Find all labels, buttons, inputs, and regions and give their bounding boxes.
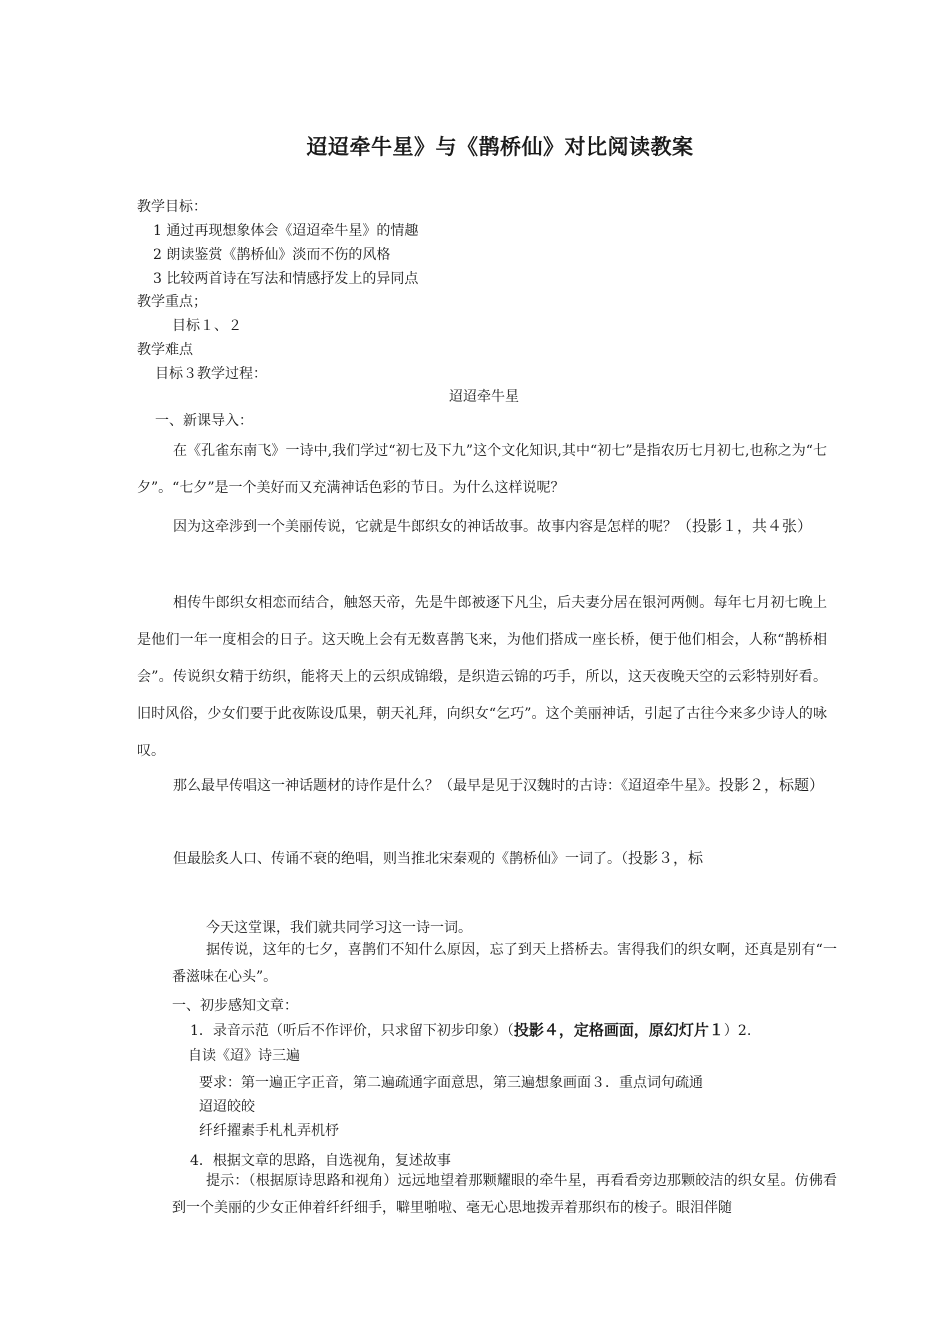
key-points-text: 目标１、２ bbox=[172, 318, 242, 334]
perceive-heading: 一、初步感知文章： bbox=[172, 998, 298, 1014]
document-title: 迢迢牵牛星》与《鹊桥仙》对比阅读教案 bbox=[306, 135, 694, 159]
goal-item-3: 3 比较两首诗在写法和情感抒发上的异同点 bbox=[153, 271, 419, 287]
paragraph-text: 但最脍炙人口、传诵不衰的绝唱，则当推北宋秦观的《鹊桥仙》一词了。（ bbox=[173, 851, 628, 867]
projection-note: 投影４，定格画面，原幻灯片１ bbox=[513, 1021, 724, 1039]
paragraph-legend-question bbox=[137, 508, 827, 546]
key-words-2: 纤纤擢素手札札弄机杼 bbox=[199, 1123, 339, 1139]
paragraph-hint: 提示：（根据原诗思路和视角）远远地望着那颗耀眼的牵牛星，再看看旁边那颗皎洁的织女星。仿佛看到一个美丽的少女正伸着纤纤细手，噼里啪啦、毫无心思地拨弄着那织布的梭子。眼泪伴随 bbox=[172, 1173, 837, 1216]
intro-heading: 一、新课导入： bbox=[155, 413, 253, 429]
difficulty-heading: 教学难点 bbox=[137, 342, 193, 358]
key-points-heading: 教学重点； bbox=[137, 294, 207, 310]
paragraph-tanabata: 据传说，这年的七夕，喜鹊们不知什么原因，忘了到天上搭桥去。害得我们的织女啊，还真是别有“一番滋味在心头”。 bbox=[172, 942, 837, 985]
section-title: 迢迢牵牛星 bbox=[449, 389, 519, 405]
goal-item-2: 2 朗读鉴赏《鹊桥仙》淡而不伤的风格 bbox=[153, 247, 391, 263]
step-2-requirements: 要求：第一遍正字正音，第二遍疏通字面意思，第三遍想象画面３．重点词句疏通 bbox=[199, 1075, 703, 1091]
paragraph-today: 今天这堂课，我们就共同学习这一诗一词。 bbox=[206, 920, 472, 936]
key-words-1: 迢迢皎皎 bbox=[199, 1099, 255, 1115]
paragraph-intro: 在《孔雀东南飞》一诗中,我们学过“初七及下九”这个文化知识,其中“初七”是指农历七月初七,也称之为“七夕”。“七夕”是一个美好而又充满神话色彩的节日。为什么这样说呢？ bbox=[137, 443, 827, 496]
paragraph-text: 因为这牵涉到一个美丽传说，它就是牛郎织女的神话故事。故事内容是怎样的呢？ bbox=[173, 519, 677, 535]
projection-note: （投影１，共４张） bbox=[677, 517, 813, 535]
paragraph-earliest-poem bbox=[137, 767, 827, 805]
goals-heading: 教学目标： bbox=[137, 199, 207, 215]
difficulty-text: 目标３教学过程： bbox=[155, 366, 267, 382]
step-2: 自读《迢》诗三遍 bbox=[188, 1048, 300, 1064]
paragraph-qiao-qiao-xian bbox=[137, 840, 827, 878]
step-4: 4．根据文章的思路，自选视角，复述故事 bbox=[190, 1153, 451, 1169]
step-tail: ）2. bbox=[723, 1023, 752, 1039]
projection-note: 投影３，标 bbox=[628, 849, 704, 867]
projection-note: 投影２，标题） bbox=[719, 776, 825, 794]
paragraph-text: 那么最早传唱这一神话题材的诗作是什么？（最早是见于汉魏时的古诗：《迢迢牵牛星》。 bbox=[173, 778, 719, 794]
step-1 bbox=[190, 1021, 751, 1040]
step-text: 1．录音示范（听后不作评价，只求留下初步印象）（ bbox=[190, 1023, 514, 1039]
goal-item-1: 1 通过再现想象体会《迢迢牵牛星》的情趣 bbox=[153, 223, 419, 239]
paragraph-legend: 相传牛郎织女相恋而结合，触怒天帝，先是牛郎被逐下凡尘，后夫妻分居在银河两侧。每年七月初七晚上是他们一年一度相会的日子。这天晚上会有无数喜鹊飞来，为他们搭成一座长桥，便于他们相会，人称“鹊桥相会”。传说织女精于纺织，能将天上的云织成锦缎，是织造云锦的巧手，所以，这天夜晚天空的云彩特别好看。旧时风俗，少女们要于此夜陈设瓜果，朝天礼拜，向织女“乞巧”。这个美丽神话，引起了古往今来多少诗人的咏叹。 bbox=[137, 595, 827, 759]
